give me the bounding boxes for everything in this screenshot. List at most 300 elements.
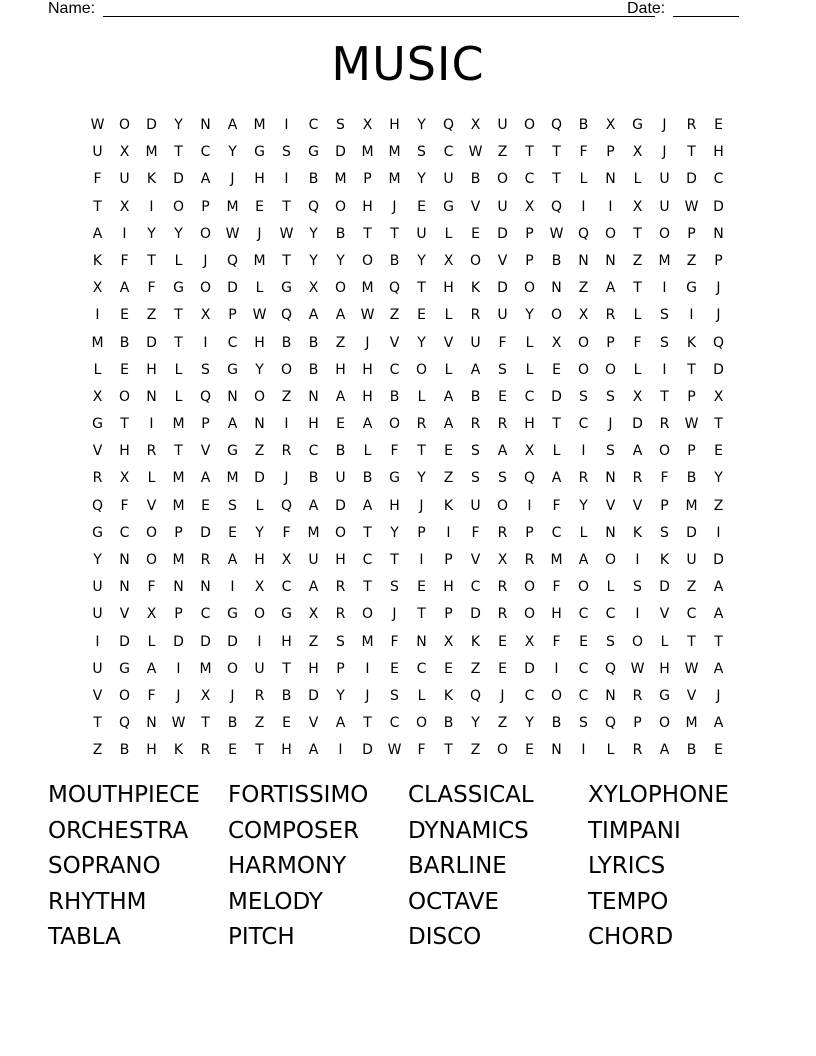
grid-letter[interactable]: S [660, 307, 669, 324]
grid-letter[interactable]: Q [226, 252, 239, 269]
grid-letter[interactable]: Q [307, 198, 320, 215]
grid-letter[interactable]: B [308, 470, 319, 487]
grid-letter[interactable]: P [174, 606, 183, 623]
grid-letter[interactable]: Q [118, 715, 131, 732]
grid-letter[interactable]: O [361, 606, 374, 623]
grid-letter[interactable]: A [308, 307, 319, 324]
grid-letter[interactable]: O [226, 660, 239, 677]
grid-letter[interactable]: N [227, 388, 238, 405]
grid-letter[interactable]: E [525, 742, 534, 759]
grid-letter[interactable]: O [361, 252, 374, 269]
grid-letter[interactable]: H [443, 280, 454, 297]
grid-letter[interactable]: N [605, 171, 616, 188]
grid-letter[interactable]: R [281, 443, 292, 460]
grid-letter[interactable]: Y [255, 361, 264, 378]
grid-letter[interactable]: Z [308, 633, 319, 650]
grid-letter[interactable]: H [254, 334, 265, 351]
grid-letter[interactable]: O [145, 524, 158, 541]
grid-letter[interactable]: S [606, 388, 615, 405]
grid-letter[interactable]: E [282, 715, 291, 732]
grid-letter[interactable]: D [200, 633, 211, 650]
grid-letter[interactable]: R [200, 742, 211, 759]
grid-letter[interactable]: J [230, 171, 235, 188]
grid-letter[interactable]: K [443, 497, 454, 514]
grid-letter[interactable]: A [335, 388, 346, 405]
grid-letter[interactable]: I [149, 198, 154, 215]
grid-letter[interactable]: D [686, 524, 697, 541]
grid-letter[interactable]: S [228, 497, 237, 514]
grid-letter[interactable]: N [200, 579, 211, 596]
grid-letter[interactable]: P [336, 660, 345, 677]
grid-letter[interactable]: T [552, 416, 561, 433]
grid-letter[interactable]: S [660, 524, 669, 541]
grid-letter[interactable]: R [497, 579, 508, 596]
grid-letter[interactable]: W [387, 742, 402, 759]
grid-letter[interactable]: Z [254, 443, 265, 460]
grid-letter[interactable]: B [308, 361, 319, 378]
grid-letter[interactable]: T [687, 633, 696, 650]
grid-letter[interactable]: F [417, 742, 426, 759]
grid-letter[interactable]: B [578, 117, 589, 133]
grid-letter[interactable]: C [524, 687, 535, 704]
grid-letter[interactable]: Q [712, 334, 725, 351]
grid-letter[interactable]: I [662, 280, 667, 297]
grid-letter[interactable]: T [363, 715, 372, 732]
grid-letter[interactable]: M [658, 252, 671, 269]
grid-letter[interactable]: A [335, 307, 346, 324]
grid-letter[interactable]: F [390, 443, 399, 460]
grid-letter[interactable]: Y [417, 470, 426, 487]
grid-letter[interactable]: T [714, 416, 723, 433]
grid-letter[interactable]: X [119, 470, 130, 487]
name-blank-line[interactable] [103, 16, 655, 17]
grid-letter[interactable]: C [227, 334, 238, 351]
grid-letter[interactable]: F [120, 252, 129, 269]
grid-letter[interactable]: L [633, 307, 642, 324]
grid-letter[interactable]: L [579, 524, 588, 541]
grid-letter[interactable]: K [686, 334, 697, 351]
grid-letter[interactable]: F [552, 633, 561, 650]
grid-letter[interactable]: P [417, 524, 426, 541]
grid-letter[interactable]: Z [632, 252, 643, 269]
grid-letter[interactable]: X [146, 606, 157, 623]
grid-letter[interactable]: V [200, 443, 211, 460]
grid-letter[interactable]: R [470, 307, 481, 324]
grid-letter[interactable]: Q [91, 497, 104, 514]
grid-letter[interactable]: S [498, 361, 507, 378]
grid-letter[interactable]: Y [390, 524, 399, 541]
grid-letter[interactable]: M [334, 171, 347, 188]
grid-letter[interactable]: E [498, 388, 507, 405]
grid-letter[interactable]: M [145, 144, 158, 161]
grid-letter[interactable]: X [524, 198, 535, 215]
grid-letter[interactable]: B [470, 171, 481, 188]
grid-letter[interactable]: C [119, 524, 130, 541]
grid-letter[interactable]: L [633, 171, 642, 188]
grid-letter[interactable]: I [284, 416, 289, 433]
grid-letter[interactable]: J [365, 334, 370, 351]
grid-letter[interactable]: O [523, 117, 536, 133]
grid-letter[interactable]: M [172, 470, 185, 487]
grid-letter[interactable]: I [365, 660, 370, 677]
grid-letter[interactable]: A [659, 742, 670, 759]
grid-letter[interactable]: S [471, 443, 480, 460]
grid-letter[interactable]: B [551, 252, 562, 269]
grid-letter[interactable]: J [392, 606, 397, 623]
grid-letter[interactable]: T [417, 280, 426, 297]
grid-letter[interactable]: F [147, 579, 156, 596]
grid-letter[interactable]: R [632, 687, 643, 704]
grid-letter[interactable]: V [659, 606, 670, 623]
grid-letter[interactable]: V [92, 687, 103, 704]
grid-letter[interactable]: J [716, 307, 721, 324]
grid-letter[interactable]: C [308, 117, 319, 133]
grid-letter[interactable]: S [498, 470, 507, 487]
grid-letter[interactable]: O [118, 687, 131, 704]
grid-letter[interactable]: O [604, 361, 617, 378]
grid-letter[interactable]: F [120, 497, 129, 514]
grid-letter[interactable]: I [95, 307, 100, 324]
grid-letter[interactable]: N [578, 252, 589, 269]
grid-letter[interactable]: A [713, 579, 724, 596]
grid-letter[interactable]: S [606, 633, 615, 650]
grid-letter[interactable]: S [606, 443, 615, 460]
grid-letter[interactable]: Y [525, 715, 534, 732]
grid-letter[interactable]: D [146, 334, 157, 351]
grid-letter[interactable]: C [686, 606, 697, 623]
grid-letter[interactable]: M [388, 171, 401, 188]
grid-letter[interactable]: E [552, 361, 561, 378]
grid-letter[interactable]: Z [470, 660, 481, 677]
grid-letter[interactable]: J [392, 198, 397, 215]
grid-letter[interactable]: O [388, 416, 401, 433]
grid-letter[interactable]: V [389, 334, 400, 351]
grid-letter[interactable]: C [578, 687, 589, 704]
grid-letter[interactable]: Q [469, 687, 482, 704]
grid-letter[interactable]: I [284, 117, 289, 133]
grid-letter[interactable]: M [361, 144, 374, 161]
grid-letter[interactable]: Q [442, 117, 455, 133]
grid-letter[interactable]: W [252, 307, 267, 324]
grid-letter[interactable]: P [606, 334, 615, 351]
grid-letter[interactable]: K [92, 252, 103, 269]
grid-letter[interactable]: R [605, 307, 616, 324]
grid-letter[interactable]: C [389, 715, 400, 732]
grid-letter[interactable]: I [446, 524, 451, 541]
grid-letter[interactable]: D [686, 171, 697, 188]
grid-letter[interactable]: J [500, 687, 505, 704]
grid-letter[interactable]: J [419, 497, 424, 514]
grid-letter[interactable]: E [228, 524, 237, 541]
grid-letter[interactable]: T [552, 144, 561, 161]
grid-letter[interactable]: R [92, 470, 103, 487]
grid-letter[interactable]: V [119, 606, 130, 623]
grid-letter[interactable]: Y [309, 252, 318, 269]
grid-letter[interactable]: Y [579, 497, 588, 514]
grid-letter[interactable]: O [577, 334, 590, 351]
grid-letter[interactable]: W [171, 715, 186, 732]
grid-letter[interactable]: M [253, 117, 266, 133]
grid-letter[interactable]: Q [199, 388, 212, 405]
grid-letter[interactable]: F [390, 633, 399, 650]
grid-letter[interactable]: W [90, 117, 105, 133]
grid-letter[interactable]: B [362, 470, 373, 487]
grid-letter[interactable]: K [632, 524, 643, 541]
grid-letter[interactable]: L [633, 361, 642, 378]
grid-letter[interactable]: C [578, 660, 589, 677]
date-blank-line[interactable] [673, 16, 739, 17]
grid-letter[interactable]: U [686, 552, 697, 568]
grid-letter[interactable]: J [257, 225, 262, 242]
grid-letter[interactable]: L [147, 633, 156, 650]
grid-letter[interactable]: O [550, 307, 563, 324]
grid-letter[interactable]: X [578, 307, 589, 324]
grid-letter[interactable]: M [685, 497, 698, 514]
grid-letter[interactable]: O [550, 687, 563, 704]
grid-letter[interactable]: B [389, 388, 400, 405]
grid-letter[interactable]: U [497, 198, 508, 215]
grid-letter[interactable]: D [335, 497, 346, 514]
grid-letter[interactable]: M [199, 660, 212, 677]
grid-letter[interactable]: X [92, 388, 103, 405]
grid-letter[interactable]: C [551, 524, 562, 541]
grid-letter[interactable]: P [363, 171, 372, 188]
grid-letter[interactable]: M [361, 633, 374, 650]
grid-letter[interactable]: X [632, 144, 643, 161]
grid-letter[interactable]: E [120, 361, 129, 378]
grid-letter[interactable]: U [416, 225, 427, 242]
grid-letter[interactable]: E [444, 660, 453, 677]
grid-letter[interactable]: Z [443, 470, 454, 487]
grid-letter[interactable]: Q [604, 715, 617, 732]
grid-letter[interactable]: Q [280, 307, 293, 324]
grid-letter[interactable]: Y [255, 524, 264, 541]
grid-letter[interactable]: T [282, 660, 291, 677]
grid-letter[interactable]: M [550, 552, 563, 568]
grid-letter[interactable]: Z [470, 742, 481, 759]
grid-letter[interactable]: R [632, 742, 643, 759]
grid-letter[interactable]: L [552, 443, 561, 460]
grid-letter[interactable]: X [551, 334, 562, 351]
grid-letter[interactable]: Z [281, 388, 292, 405]
grid-letter[interactable]: C [200, 144, 211, 161]
grid-letter[interactable]: T [552, 171, 561, 188]
grid-letter[interactable]: H [659, 660, 670, 677]
grid-letter[interactable]: R [524, 552, 535, 568]
grid-letter[interactable]: C [524, 171, 535, 188]
grid-letter[interactable]: O [118, 117, 131, 133]
grid-letter[interactable]: Z [146, 307, 157, 324]
grid-letter[interactable]: I [689, 307, 694, 324]
grid-letter[interactable]: K [659, 552, 670, 568]
grid-letter[interactable]: R [254, 687, 265, 704]
grid-letter[interactable]: O [172, 198, 185, 215]
grid-letter[interactable]: A [551, 470, 562, 487]
grid-letter[interactable]: P [201, 416, 210, 433]
grid-letter[interactable]: Z [92, 742, 103, 759]
grid-letter[interactable]: R [335, 606, 346, 623]
grid-letter[interactable]: I [581, 443, 586, 460]
grid-letter[interactable]: P [687, 225, 696, 242]
grid-letter[interactable]: Y [417, 252, 426, 269]
grid-letter[interactable]: E [390, 660, 399, 677]
grid-letter[interactable]: T [120, 416, 129, 433]
grid-letter[interactable]: U [470, 334, 481, 351]
grid-letter[interactable]: E [417, 307, 426, 324]
grid-letter[interactable]: B [389, 252, 400, 269]
grid-letter[interactable]: D [659, 579, 670, 596]
grid-letter[interactable]: Z [497, 715, 508, 732]
grid-letter[interactable]: F [93, 171, 102, 188]
grid-letter[interactable]: W [684, 660, 699, 677]
grid-letter[interactable]: N [173, 579, 184, 596]
grid-letter[interactable]: D [713, 361, 724, 378]
grid-letter[interactable]: L [174, 361, 183, 378]
grid-letter[interactable]: N [551, 280, 562, 297]
grid-letter[interactable]: U [659, 198, 670, 215]
grid-letter[interactable]: C [362, 552, 373, 568]
grid-letter[interactable]: D [227, 280, 238, 297]
grid-letter[interactable]: H [524, 416, 535, 433]
grid-letter[interactable]: X [632, 388, 643, 405]
grid-letter[interactable]: C [281, 579, 292, 596]
grid-letter[interactable]: D [173, 633, 184, 650]
grid-letter[interactable]: D [497, 280, 508, 297]
grid-letter[interactable]: J [284, 470, 289, 487]
grid-letter[interactable]: U [308, 552, 319, 568]
grid-letter[interactable]: T [174, 443, 183, 460]
grid-letter[interactable]: W [549, 225, 564, 242]
grid-letter[interactable]: P [714, 252, 723, 269]
grid-letter[interactable]: I [419, 552, 424, 568]
grid-letter[interactable]: D [146, 117, 157, 133]
grid-letter[interactable]: H [551, 606, 562, 623]
grid-letter[interactable]: T [687, 361, 696, 378]
grid-letter[interactable]: N [119, 552, 130, 568]
grid-letter[interactable]: C [470, 579, 481, 596]
grid-letter[interactable]: E [471, 225, 480, 242]
grid-letter[interactable]: W [630, 660, 645, 677]
grid-letter[interactable]: V [308, 715, 319, 732]
grid-letter[interactable]: A [92, 225, 103, 242]
grid-letter[interactable]: G [281, 606, 292, 623]
grid-letter[interactable]: O [523, 280, 536, 297]
grid-letter[interactable]: N [605, 470, 616, 487]
grid-letter[interactable]: W [468, 144, 483, 161]
grid-letter[interactable]: J [365, 687, 370, 704]
grid-letter[interactable]: F [282, 524, 291, 541]
grid-letter[interactable]: F [579, 144, 588, 161]
grid-letter[interactable]: H [119, 443, 130, 460]
grid-letter[interactable]: D [524, 660, 535, 677]
grid-letter[interactable]: T [282, 252, 291, 269]
grid-letter[interactable]: E [714, 443, 723, 460]
grid-letter[interactable]: T [417, 606, 426, 623]
grid-letter[interactable]: M [307, 524, 320, 541]
grid-letter[interactable]: L [174, 252, 183, 269]
grid-letter[interactable]: X [632, 198, 643, 215]
grid-letter[interactable]: G [92, 524, 103, 541]
grid-letter[interactable]: O [496, 497, 509, 514]
grid-letter[interactable]: G [227, 443, 238, 460]
grid-letter[interactable]: P [525, 252, 534, 269]
grid-letter[interactable]: X [497, 552, 508, 568]
grid-letter[interactable]: R [470, 416, 481, 433]
grid-letter[interactable]: I [122, 225, 127, 242]
grid-letter[interactable]: S [579, 388, 588, 405]
grid-letter[interactable]: X [443, 633, 454, 650]
grid-letter[interactable]: H [146, 742, 157, 759]
grid-letter[interactable]: L [417, 388, 426, 405]
grid-letter[interactable]: N [713, 225, 724, 242]
grid-letter[interactable]: I [581, 198, 586, 215]
grid-letter[interactable]: A [200, 171, 211, 188]
grid-letter[interactable]: R [335, 579, 346, 596]
grid-letter[interactable]: S [471, 470, 480, 487]
grid-letter[interactable]: G [443, 198, 454, 215]
grid-letter[interactable]: A [443, 416, 454, 433]
grid-letter[interactable]: T [633, 225, 642, 242]
grid-letter[interactable]: A [308, 579, 319, 596]
grid-letter[interactable]: H [281, 633, 292, 650]
grid-letter[interactable]: R [686, 117, 697, 133]
grid-letter[interactable]: M [172, 552, 185, 568]
grid-letter[interactable]: T [687, 144, 696, 161]
grid-letter[interactable]: L [579, 171, 588, 188]
grid-letter[interactable]: R [497, 606, 508, 623]
grid-letter[interactable]: I [527, 497, 532, 514]
grid-letter[interactable]: Y [417, 171, 426, 188]
grid-letter[interactable]: A [443, 388, 454, 405]
grid-letter[interactable]: C [200, 606, 211, 623]
grid-letter[interactable]: S [336, 117, 345, 133]
grid-letter[interactable]: T [174, 307, 183, 324]
grid-letter[interactable]: E [498, 633, 507, 650]
grid-letter[interactable]: H [254, 171, 265, 188]
grid-letter[interactable]: P [201, 198, 210, 215]
grid-letter[interactable]: O [658, 715, 671, 732]
grid-letter[interactable]: F [147, 687, 156, 704]
grid-letter[interactable]: L [255, 280, 264, 297]
grid-letter[interactable]: X [92, 280, 103, 297]
grid-letter[interactable]: N [146, 715, 157, 732]
grid-letter[interactable]: I [608, 198, 613, 215]
grid-letter[interactable]: D [200, 524, 211, 541]
grid-letter[interactable]: X [470, 117, 481, 133]
grid-letter[interactable]: M [172, 497, 185, 514]
grid-letter[interactable]: W [360, 307, 375, 324]
grid-letter[interactable]: O [469, 252, 482, 269]
grid-letter[interactable]: H [308, 416, 319, 433]
grid-letter[interactable]: F [498, 334, 507, 351]
grid-letter[interactable]: T [93, 198, 102, 215]
grid-letter[interactable]: T [525, 144, 534, 161]
grid-letter[interactable]: I [635, 552, 640, 568]
grid-letter[interactable]: H [362, 361, 373, 378]
grid-letter[interactable]: X [254, 579, 265, 596]
grid-letter[interactable]: X [308, 606, 319, 623]
grid-letter[interactable]: N [605, 252, 616, 269]
grid-letter[interactable]: E [714, 742, 723, 759]
grid-letter[interactable]: T [660, 388, 669, 405]
grid-letter[interactable]: P [687, 388, 696, 405]
grid-letter[interactable]: O [523, 606, 536, 623]
grid-letter[interactable]: T [363, 524, 372, 541]
grid-letter[interactable]: E [120, 307, 129, 324]
grid-letter[interactable]: L [255, 497, 264, 514]
grid-letter[interactable]: Q [604, 660, 617, 677]
grid-letter[interactable]: P [687, 443, 696, 460]
